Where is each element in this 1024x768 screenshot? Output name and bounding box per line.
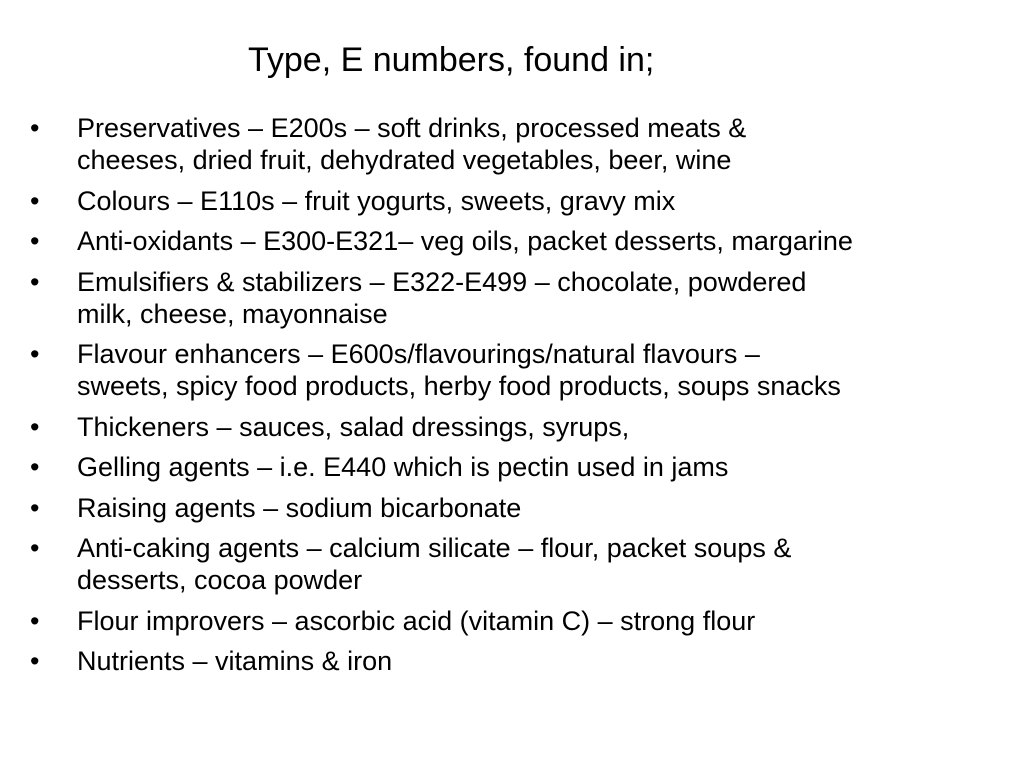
list-item-line: Preservatives – E200s – soft drinks, processed meats &: [77, 113, 747, 143]
bullet-icon: •: [30, 411, 40, 442]
bullet-icon: •: [30, 266, 40, 297]
list-item-text: [77, 185, 1024, 217]
list-item-line: cheeses, dried fruit, dehydrated vegetables, beer, wine: [77, 145, 732, 175]
list-item-line: Anti-oxidants – E300-E321– veg oils, packet desserts, margarine: [77, 226, 853, 256]
list-item-text: [77, 492, 1024, 524]
list-item-line: Gelling agents – i.e. E440 which is pectin used in jams: [77, 452, 729, 482]
slide-title: Type, E numbers, found in;: [248, 41, 655, 79]
list-item: [30, 338, 1024, 402]
list-item-line: Thickeners – sauces, salad dressings, syrups,: [77, 411, 630, 442]
list-item-line: sweets, spicy food products, herby food products, soups snacks: [77, 371, 841, 401]
list-item-text: [77, 645, 1024, 677]
list-item: [30, 532, 1024, 596]
bullet-icon: •: [30, 646, 40, 676]
list-item-text: [77, 112, 1024, 176]
list-item-text: [77, 605, 1024, 637]
list-item-line: Emulsifiers & stabilizers – E322-E499 – chocolate, powdered: [77, 266, 807, 297]
list-item: [30, 112, 1024, 176]
bullet-icon: •: [30, 492, 40, 523]
list-item: [30, 645, 1024, 677]
list-item-line: Nutrients – vitamins & iron: [77, 646, 393, 676]
list-item: [30, 411, 1024, 443]
bullet-icon: •: [30, 533, 40, 563]
bullet-icon: •: [30, 339, 40, 369]
bullet-icon: •: [30, 113, 40, 143]
bullet-icon: •: [30, 605, 40, 636]
list-item: [30, 605, 1024, 637]
list-item: [30, 451, 1024, 483]
list-item-line: Colours – E110s – fruit yogurts, sweets, gravy mix: [77, 185, 676, 216]
bullet-list: [30, 112, 1024, 686]
list-item-text: [77, 338, 1024, 402]
bullet-icon: •: [30, 452, 40, 482]
list-item-line: Flavour enhancers – E600s/flavourings/natural flavours –: [77, 339, 760, 369]
bullet-icon: •: [30, 185, 40, 216]
list-item-line: Anti-caking agents – calcium silicate – flour, packet soups &: [77, 533, 792, 563]
bullet-icon: •: [30, 226, 40, 256]
list-item-line: Flour improvers – ascorbic acid (vitamin C) – strong flour: [77, 605, 756, 636]
list-item-text: [77, 451, 1024, 483]
list-item-text: [77, 532, 1024, 596]
list-item: [30, 266, 1024, 330]
list-item-line: desserts, cocoa powder: [77, 565, 363, 595]
list-item: [30, 225, 1024, 257]
list-item-line: Raising agents – sodium bicarbonate: [77, 492, 522, 523]
list-item-text: [77, 225, 1024, 257]
list-item: [30, 492, 1024, 524]
list-item: [30, 185, 1024, 217]
list-item-text: [77, 411, 1024, 443]
list-item-text: [77, 266, 1024, 330]
list-item-line: milk, cheese, mayonnaise: [77, 298, 388, 329]
